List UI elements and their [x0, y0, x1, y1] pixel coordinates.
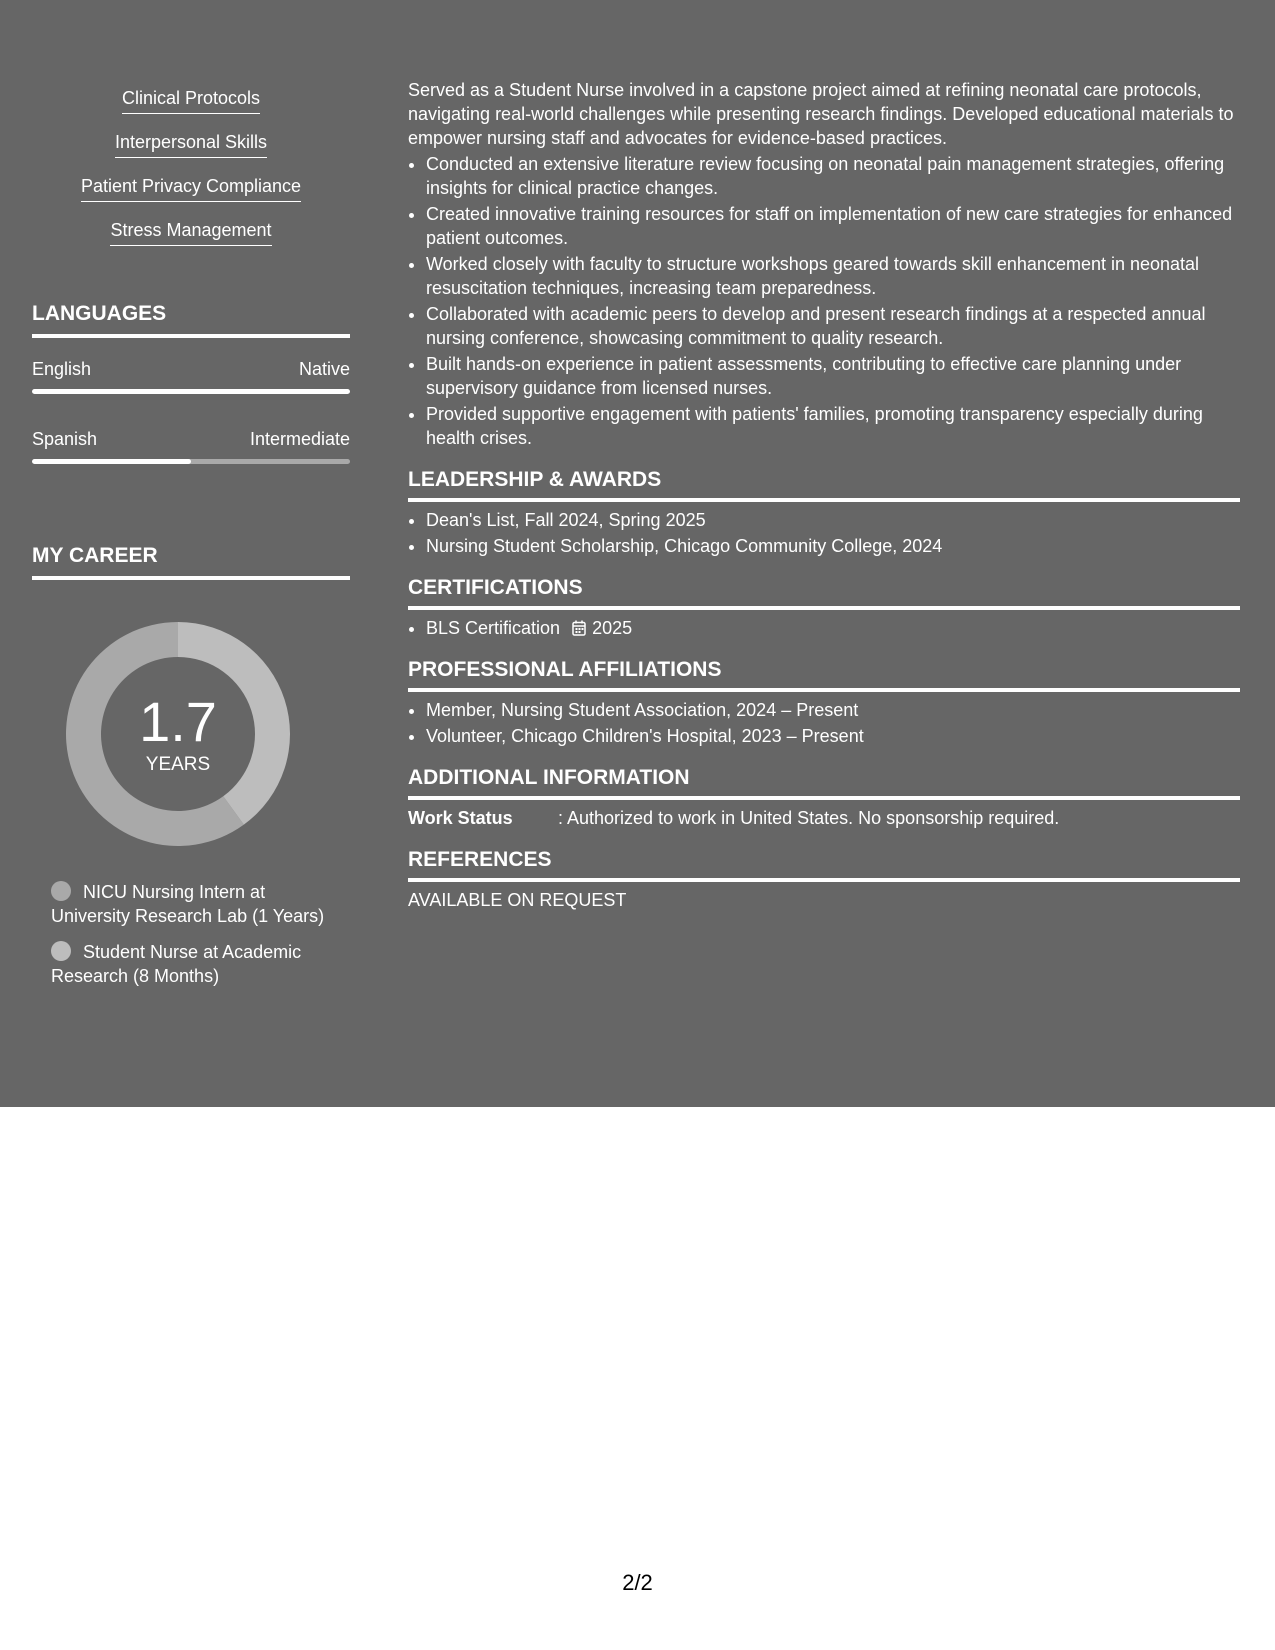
experience-bullet: • Built hands-on experience in patient assessments, contributing to effective care planning under supervisory guidance from licensed nurses. [426, 352, 1240, 400]
award-item: • Nursing Student Scholarship, Chicago Community College, 2024 [426, 534, 1240, 558]
language-proficiency-bar [32, 459, 350, 464]
main-column [408, 78, 1240, 912]
languages-heading: LANGUAGES [32, 300, 350, 338]
experience-bullet: • Provided supportive engagement with patients' families, promoting transparency especially during health crises. [426, 402, 1240, 450]
skill-item: Stress Management [110, 218, 271, 246]
experience-bullet: • Conducted an extensive literature review focusing on neonatal pain management strategies, offering insights for clinical practice changes. [426, 152, 1240, 200]
career-legend [51, 880, 331, 1000]
work-status-row [408, 806, 1240, 830]
legend-dot [51, 941, 71, 961]
language-name: English [32, 359, 92, 379]
calendar-icon [572, 620, 586, 636]
certifications-heading: CERTIFICATIONS [408, 574, 1240, 610]
references-text: AVAILABLE ON REQUEST [408, 890, 627, 910]
language-proficiency-fill [32, 389, 350, 394]
career-total-unit: YEARS [145, 754, 211, 775]
awards-list [408, 508, 1240, 558]
award-item: • Dean's List, Fall 2024, Spring 2025 [426, 508, 1240, 532]
skills-list [32, 86, 350, 262]
experience-summary: Served as a Student Nurse involved in a capstone project aimed at refining neonatal care protocols, navigating real-world challenges while presenting research findings. Developed educational materials to empower nursing staff and advocates for evidence-based practices. [408, 80, 1234, 148]
language-level: Native [298, 359, 350, 379]
experience-bullet: • Worked closely with faculty to structure workshops geared towards skill enhancement in neonatal resuscitation techniques, increasing team preparedness. [426, 252, 1240, 300]
certification-name: BLS Certification [426, 618, 561, 638]
language-row [32, 427, 350, 451]
career-total-value: 1.7 [139, 690, 217, 753]
affiliations-heading: PROFESSIONAL AFFILIATIONS [408, 656, 1240, 692]
certifications-list [408, 616, 1240, 640]
language-level: Intermediate [249, 429, 350, 449]
career-legend-item [51, 940, 331, 988]
additional-info-heading: ADDITIONAL INFORMATION [408, 764, 1240, 800]
references-heading: REFERENCES [408, 846, 1240, 882]
career-legend-label: NICU Nursing Intern at University Research Lab (1 Years) [51, 882, 325, 926]
career-legend-item [51, 880, 331, 928]
work-status-label: Work Status [408, 808, 513, 828]
skill-item: Patient Privacy Compliance [81, 174, 301, 202]
affiliations-list [408, 698, 1240, 748]
skill-item: Interpersonal Skills [115, 130, 267, 158]
career-legend-label: Student Nurse at Academic Research (8 Months) [51, 942, 302, 986]
legend-dot [51, 881, 71, 901]
experience-bullets [408, 152, 1240, 450]
language-name: Spanish [32, 429, 98, 449]
page-number: 2/2 [622, 1570, 653, 1595]
certification-year: 2025 [592, 618, 633, 638]
language-proficiency-bar [32, 389, 350, 394]
affiliation-item: • Member, Nursing Student Association, 2024 – Present [426, 698, 1240, 722]
certification-item [426, 616, 1240, 640]
career-heading: MY CAREER [32, 542, 350, 580]
language-proficiency-fill [32, 459, 191, 464]
awards-heading: LEADERSHIP & AWARDS [408, 466, 1240, 502]
experience-bullet: • Created innovative training resources for staff on implementation of new care strategies for enhanced patient outcomes. [426, 202, 1240, 250]
affiliation-item: • Volunteer, Chicago Children's Hospital, 2023 – Present [426, 724, 1240, 748]
career-donut-chart [66, 622, 290, 846]
experience-bullet: • Collaborated with academic peers to develop and present research findings at a respected annual nursing conference, showcasing commitment to quality research. [426, 302, 1240, 350]
language-row [32, 357, 350, 381]
work-status-value: : Authorized to work in United States. No sponsorship required. [558, 808, 1060, 828]
skill-item: Clinical Protocols [122, 86, 260, 114]
